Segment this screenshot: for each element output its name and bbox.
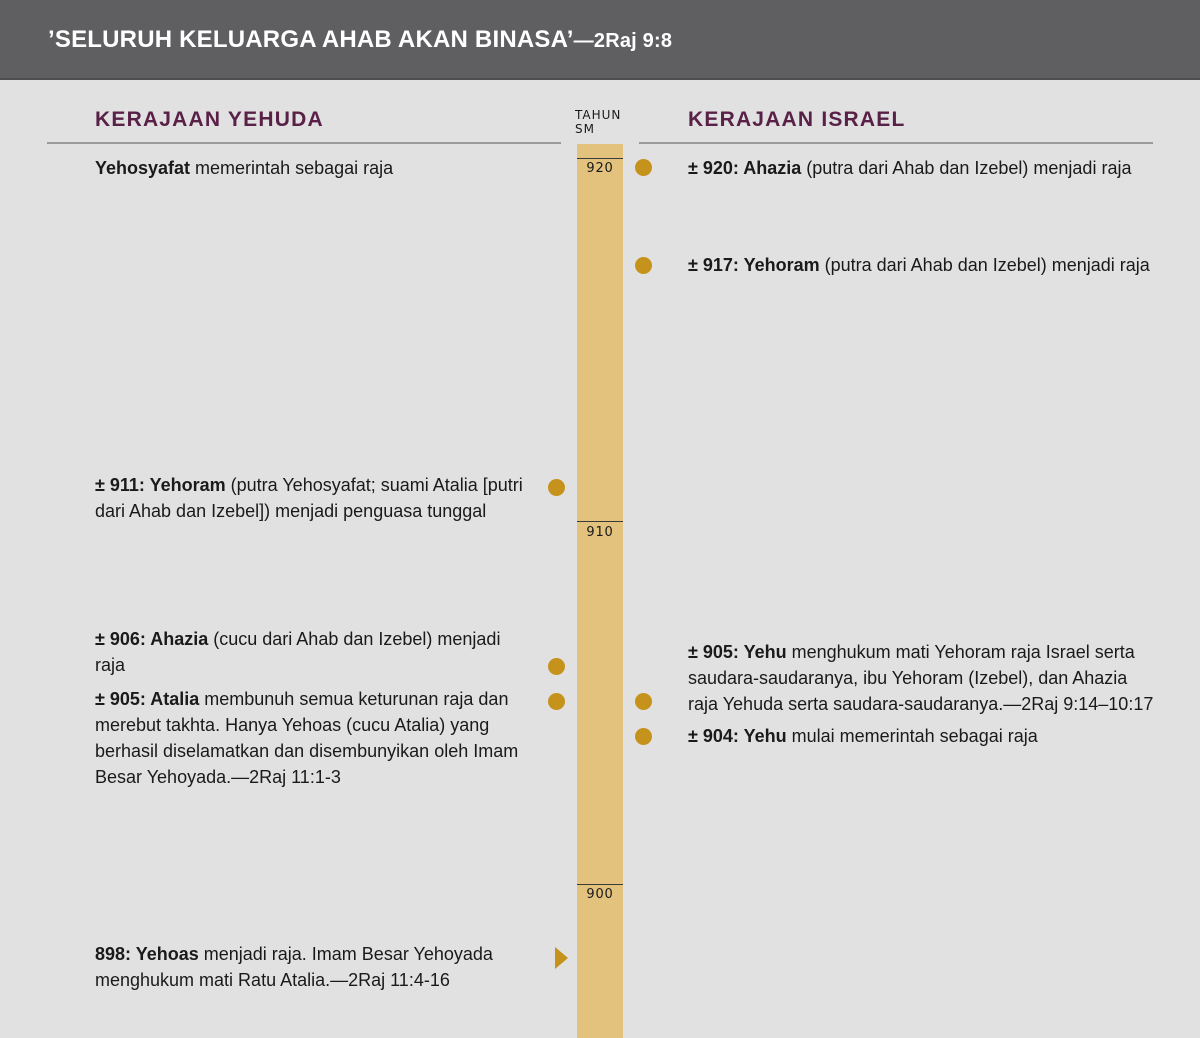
event-text: (putra dari Ahab dan Izebel) menjadi raja [801,158,1132,178]
year-label-line-2: SM [575,122,595,136]
title-text: ’SELURUH KELUARGA AHAB AKAN BINASA’ [48,26,574,53]
marker-israel-905 [635,693,652,710]
marker-israel-904 [635,728,652,745]
year-axis-label [575,108,621,136]
event-text: membunuh semua keturunan raja dan merebut takhta. Hanya Yehoas (cucu Atalia) yang berhasil diselamatkan dan disembunyikan oleh Imam Besar Yehoyada.—2Raj 11:1-3 [95,689,519,787]
year-label-line-1: TAHUN [575,108,622,122]
event-title: Yehosyafat [95,158,191,178]
judah-event-911 [95,472,535,524]
tick-900 [577,884,623,885]
tick-label-900: 900 [586,887,614,902]
marker-judah-898-arrow [555,947,568,969]
event-title: ± 904: Yehu [688,726,787,746]
title-scripture-ref: —2Raj 9:8 [573,30,673,52]
event-text: mulai memerintah sebagai raja [786,726,1038,746]
event-text: (cucu dari Ahab dan Izebel) menjadi raja [95,629,501,675]
page-title [48,26,672,54]
israel-header-rule [639,142,1153,144]
tick-920 [577,158,623,159]
event-text: menjadi raja. Imam Besar Yehoyada menghukum mati Ratu Atalia.—2Raj 11:4-16 [95,944,493,990]
judah-event-905 [95,686,535,790]
event-title: ± 911: Yehoram [95,475,226,495]
timeline-bar [577,144,623,1038]
event-title: ± 917: Yehoram [688,255,820,275]
tick-910 [577,521,623,522]
judah-column-title: KERAJAAN YEHUDA [95,108,324,131]
judah-event-yehosyafat [95,155,535,181]
marker-judah-905 [548,693,565,710]
event-title: 898: Yehoas [95,944,199,964]
marker-judah-911 [548,479,565,496]
event-title: ± 906: Ahazia [95,629,209,649]
tick-label-920: 920 [586,161,614,176]
judah-event-898 [95,941,535,993]
israel-event-904 [688,723,1158,749]
event-title: ± 905: Atalia [95,689,200,709]
marker-israel-917 [635,257,652,274]
judah-header-rule [47,142,561,144]
header-bar [0,0,1200,80]
event-text: memerintah sebagai raja [190,158,394,178]
event-title: ± 905: Yehu [688,642,787,662]
israel-event-920 [688,155,1158,181]
judah-event-906 [95,626,535,678]
event-text: (putra dari Ahab dan Izebel) menjadi raja [819,255,1150,275]
event-text: menghukum mati Yehoram raja Israel serta saudara-saudaranya, ibu Yehoram (Izebel), dan Ahazia raja Yehuda serta saudara-saudaranya.—2Raj 9:14–10:17 [688,642,1154,714]
israel-column-title: KERAJAAN ISRAEL [688,108,906,131]
marker-israel-920 [635,159,652,176]
marker-judah-906 [548,658,565,675]
tick-label-910: 910 [586,525,614,540]
event-title: ± 920: Ahazia [688,158,802,178]
israel-event-905 [688,639,1158,717]
israel-event-917 [688,252,1158,278]
event-text: (putra Yehosyafat; suami Atalia [putri dari Ahab dan Izebel]) menjadi penguasa tunggal [95,475,523,521]
